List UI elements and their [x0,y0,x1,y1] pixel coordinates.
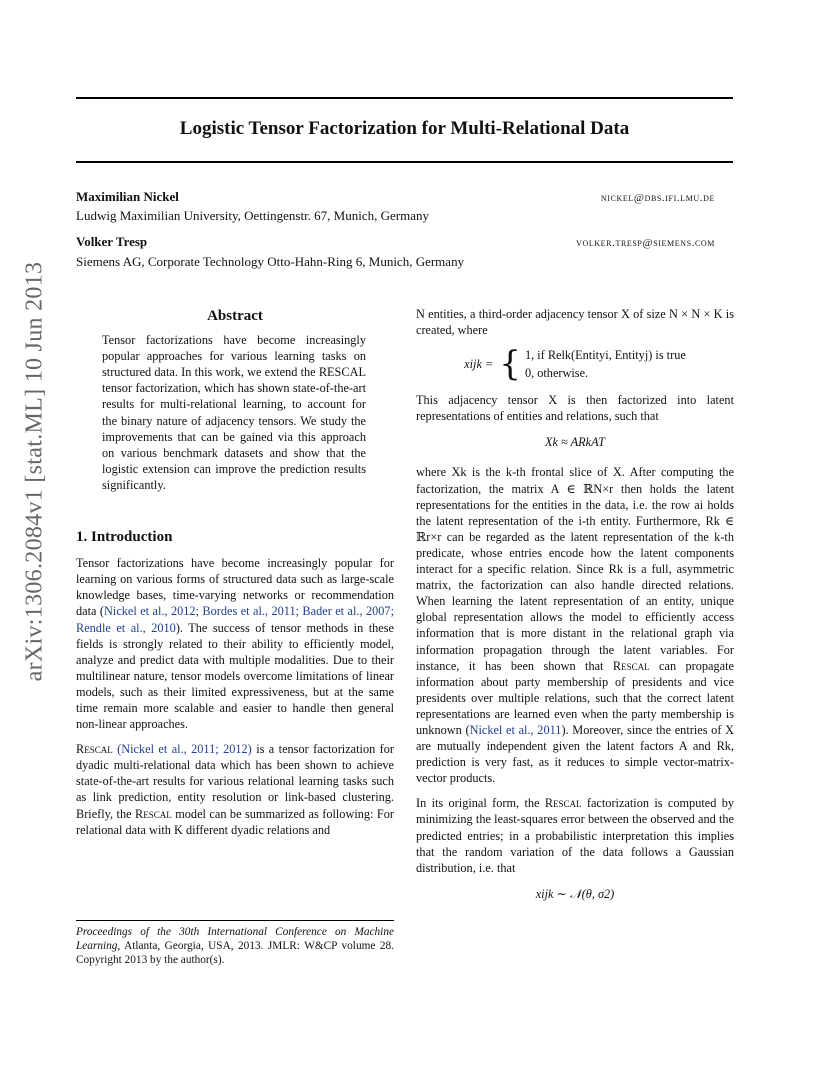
right-paragraph-3 [416,464,734,786]
title-bottom-rule [76,161,733,163]
equation-cases [525,346,686,382]
gaussian-equation: xijk ∼ 𝒩(θ, σ2) [535,886,615,901]
citation-link[interactable]: (Nickel et al., 2011; 2012) [117,742,252,757]
intro-paragraph-1 [76,555,394,732]
right-p3-text-a: where Xk is the k-th frontal slice of X. After computing the factorization, the matrix A ∈ ℝN×r then holds the latent representations for the entities in the data, i.e. the row ai holds the latent representation of the i-th entity. Furthermore, Rk ∈ ℝr×r can be regarded as the latent representation of the k-th predicate, whose entries encode how the latent components interact for a specific relation. Since Rk is a full, asymmetric matrix, the factorization can also handle directed relations. When learning the latent representation of an entity, unique global representation allows the model to efficiently access information that is more distant in the relational graph via information propagation through the latent variables. For instance, it has been shown that [416,465,734,673]
right-p3-text-b: can propagate information about party membership of presidents and vice presidents over multiple relations, such that the correct latent representations are learned even when the party membership is unknown ( [416,658,734,737]
footnote-rest: , Atlanta, Georgia, USA, 2013. JMLR: W&CP volume 28. Copyright 2013 by the author(s). [76,940,394,966]
introduction-heading: 1. Introduction [76,529,173,546]
right-paragraph-2: This adjacency tensor X is then factorized into latent representations of entities and relations, such that [416,393,734,424]
right-column [416,306,734,916]
author-affiliation-1: Ludwig Maximilian University, Oettingenstr. 67, Munich, Germany [76,208,429,223]
right-paragraph-4 [416,795,734,875]
author-affiliation-2: Siemens AG, Corporate Technology Otto-Hahn-Ring 6, Munich, Germany [76,254,465,269]
equation-lhs: xijk = [464,357,494,372]
right-p3-text-c: ). Moreover, since the entries of X are mutually independent given the latent factors A and Rk, prediction is very fast, as it reduces to simple vector-matrix-vector products. [416,722,734,786]
citation-link[interactable]: Nickel et al., 2011 [469,722,562,737]
intro-p1-text-b: ). The success of tensor methods in these fields is strongly related to their ability to efficiently model, analyze and predict data with multiple modalities. Due to their multilinear nature, tensor models overcome limitations of linear models, such as their limited expressiveness, but at the same time remain more scalable and easier to handle then general non-linear approaches. [76,620,395,732]
abstract-heading: Abstract [207,308,263,324]
author-email-1: nickel@dbs.ifi.lmu.de [600,192,715,204]
footnote-proceedings: Proceedings of the 30th International Conference on Machine Learning [76,926,394,952]
arxiv-identifier-text: arXiv:1306.2084v1 [stat.ML] 10 Jun 2013 [21,261,48,681]
paper-title: Logistic Tensor Factorization for Multi-Relational Data [179,118,630,139]
right-p4-text-b: factorization is computed by minimizing the least-squares error between the observed and the predicted entries; in a probabilistic interpretation this implies that the random variation of the data follows a Gaussian distribution, i.e. that [416,796,735,875]
intro-paragraph-2 [76,741,394,838]
equation-case-1: 1, if Relk(Entityi, Entityj) is true [524,348,686,363]
author-email-2: volker.tresp@siemens.com [576,237,715,249]
rescal-name: Rescal [544,796,582,811]
rescal-name: Rescal [612,658,650,673]
author-name-2: Volker Tresp [76,234,148,249]
arxiv-identifier-stamp [16,261,54,681]
right-paragraph-1: N entities, a third-order adjacency tensor X of size N × N × K is created, where [416,307,734,338]
title-top-rule [76,97,733,99]
factorization-equation: Xk ≈ ARkAT [544,435,606,450]
rescal-name: Rescal [135,806,172,821]
right-p4-text-a: In its original form, the [416,796,545,811]
equation-case-2: 0, otherwise. [524,366,589,381]
author-name-1: Maximilian Nickel [76,189,179,204]
intro-p2-text-a: is a tensor factorization for dyadic multi-relational data which has been shown to achieve state-of-the-art results for various relational learning tasks such as link prediction, entity resolution or link-based clustering. Briefly, the [76,742,394,821]
intro-p1-text-a: Tensor factorizations have become increasingly popular for learning on various forms of structured data such as large-scale knowledge bases, time-varying networks or recommendation data ( [76,556,394,619]
rescal-name: Rescal [76,742,113,757]
adjacency-equation [416,344,734,385]
intro-p2-text-b: model can be summarized as following: For relational data with K different dyadic relations and [76,806,394,837]
abstract-text: Tensor factorizations have become increasingly popular approaches for various learning tasks on structured data. In this work, we extend the RESCAL tensor factorization, which has shown state-of-the-art results for multi-relational learning, to account for the binary nature of adjacency tensors. We study the improvements that can be gained via this approach on various benchmark datasets and show that the logistic extension can improve the prediction results significantly. [102,333,366,492]
citation-link[interactable]: Nickel et al., 2012; Bordes et al., 2011; Bader et al., 2007; Rendle et al., 2010 [76,604,394,635]
left-brace-symbol: { [499,344,521,385]
left-column [76,306,394,838]
conference-footnote [76,920,394,967]
